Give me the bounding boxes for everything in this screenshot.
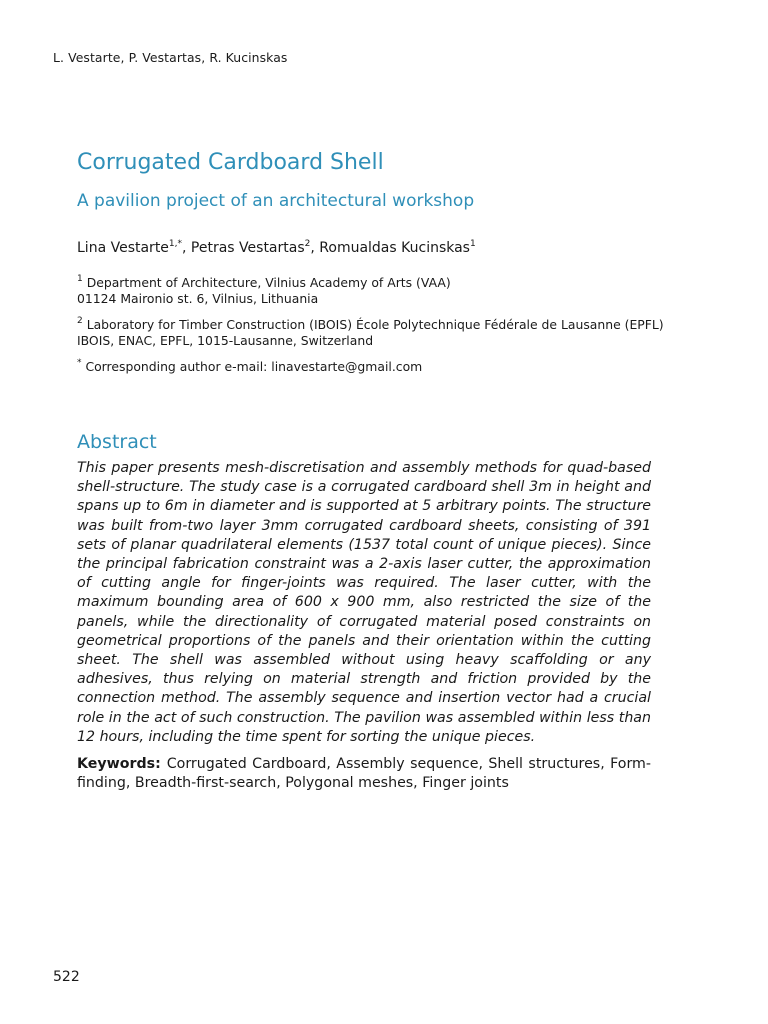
affiliation-line: Laboratory for Timber Construction (IBOIS) École Polytechnique Fédérale de Lausanne (EPFL) (86, 317, 664, 332)
affiliation-mark: 2 (77, 316, 83, 326)
affiliation-address: IBOIS, ENAC, EPFL, 1015-Lausanne, Switzerland (77, 333, 374, 348)
affiliation-mark: 1 (77, 274, 83, 284)
keywords-text: Corrugated Cardboard, Assembly sequence, Shell structures, Form-finding, Breadth-first-search, Polygonal meshes, Finger joints (77, 756, 651, 792)
page-number: 522 (53, 969, 80, 985)
paper-title: Corrugated Cardboard Shell (77, 150, 384, 175)
affiliation-address: 01124 Maironio st. 6, Vilnius, Lithuania (77, 291, 319, 306)
author-name: Romualdas Kucinskas (319, 240, 470, 256)
affiliation-1 (77, 275, 451, 307)
author-separator: , (310, 240, 320, 256)
abstract-heading: Abstract (77, 431, 157, 453)
author-list (77, 240, 476, 256)
author-affiliation-mark: 2 (304, 239, 311, 249)
author-affiliation-mark: 1,* (168, 239, 183, 249)
author-separator: , (182, 240, 191, 256)
affiliation-2 (77, 317, 664, 349)
corresponding-author-email: Corresponding author e-mail: linavestarte@gmail.com (85, 359, 423, 374)
author-name: Petras Vestartas (190, 240, 305, 256)
affiliation-mark: * (77, 358, 82, 368)
abstract-text: This paper presents mesh-discretisation and assembly methods for quad-based shell-structure. The study case is a corrugated cardboard shell 3m in height and spans up to 6m in diameter and is supported at 5 arbitrary points. The structure was built from-two layer 3mm corrugated cardboard sheets, consisting of 391 sets of planar quadrilateral elements (1537 total count of unique pieces). Since the principal fabrication constraint was a 2-axis laser cutter, the approximation of cutting angle for finger-joints was required. The laser cutter, with the maximum bounding area of 600 x 900 mm, also restricted the size of the panels, while the directionality of corrugated material posed constraints on geometrical proportions of the panels and their orientation within the cutting sheet. The shell was assembled without using heavy scaffolding or any adhesives, thus relying on material strength and friction provided by the connection method. The assembly sequence and insertion vector had a crucial role in the act of such construction. The pavilion was assembled within less than 12 hours, including the time spent for sorting the unique pieces. (77, 460, 651, 745)
affiliation-line: Department of Architecture, Vilnius Academy of Arts (VAA) (86, 275, 451, 290)
keywords-section (77, 755, 651, 793)
author-affiliation-mark: 1 (469, 239, 476, 249)
running-head: L. Vestarte, P. Vestartas, R. Kucinskas (53, 50, 288, 65)
corresponding-author (77, 359, 422, 375)
keywords-label: Keywords: (77, 756, 161, 772)
paper-subtitle: A pavilion project of an architectural workshop (77, 191, 475, 211)
author-name: Lina Vestarte (77, 240, 169, 256)
